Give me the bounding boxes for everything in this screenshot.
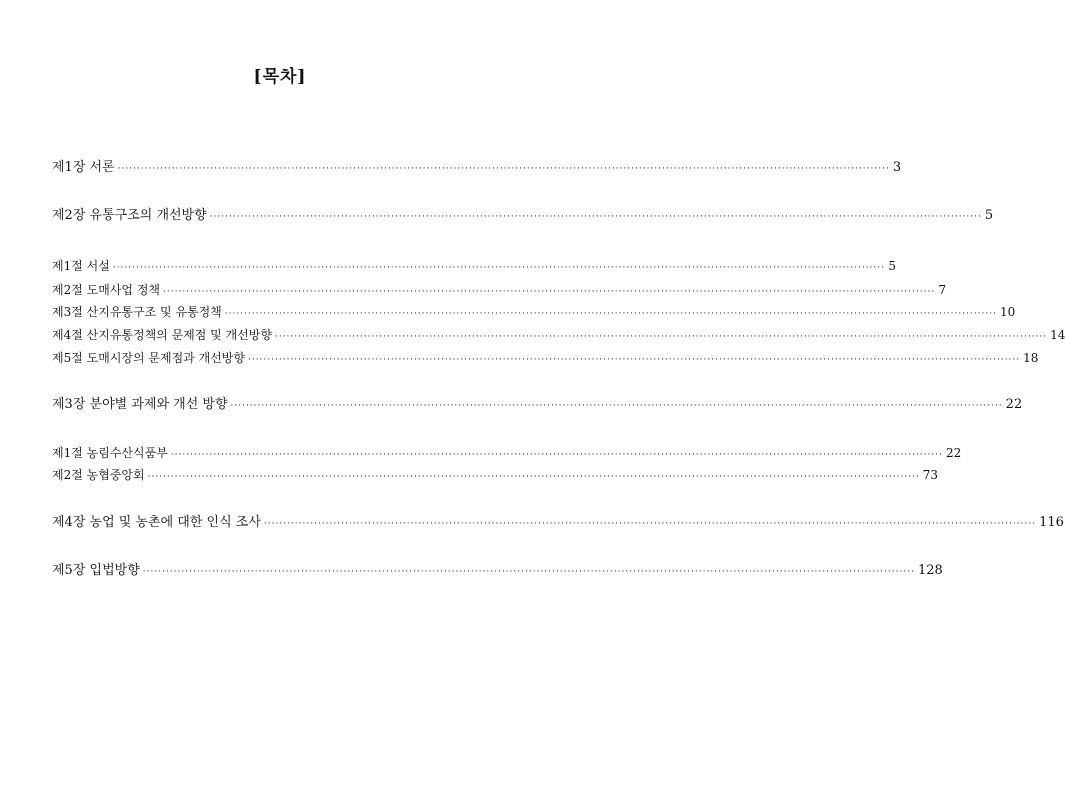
toc-entry-section-2-4 — [52, 327, 1065, 345]
toc-label: 제4장 농업 및 농촌에 대한 인식 조사 — [52, 515, 261, 530]
toc-page-number: 116 — [1039, 515, 1064, 530]
toc-entry-section-3-2 — [52, 467, 939, 485]
toc-entry-section-2-5 — [52, 350, 1039, 368]
toc-entry-section-2-1 — [52, 258, 896, 276]
page-title: [목차] — [253, 67, 307, 87]
toc-page-number: 7 — [938, 283, 947, 297]
dot-leader: ········································································································································································································ — [117, 164, 890, 174]
dot-leader: ········································································································································································································ — [230, 401, 1003, 411]
toc-label: 제2절 농협중앙회 — [52, 468, 145, 482]
toc-page-number: 5 — [888, 259, 896, 273]
dot-leader: ········································································································································································································ — [274, 332, 1048, 342]
toc-label: 제1장 서론 — [52, 160, 115, 175]
dot-leader: ········································································································································································································ — [112, 263, 885, 273]
toc-entry-chapter-4 — [52, 515, 1064, 532]
dot-leader: ········································································································································································································ — [163, 287, 936, 297]
toc-page-number: 73 — [922, 468, 939, 482]
dot-leader: ········································································································································································································ — [142, 567, 915, 577]
toc-page-number: 22 — [945, 446, 962, 460]
toc-entry-chapter-5 — [52, 563, 943, 580]
toc-label: 제2절 도매사업 정책 — [52, 283, 161, 297]
dot-leader: ········································································································································································································ — [224, 309, 997, 319]
toc-entry-chapter-2 — [52, 208, 994, 225]
toc-page-number: 22 — [1005, 397, 1023, 412]
toc-entry-chapter-3 — [52, 397, 1023, 414]
toc-page-number: 18 — [1023, 351, 1039, 365]
toc-label: 제1절 농림수산식품부 — [52, 446, 168, 460]
toc-label: 제5절 도매시장의 문제점과 개선방향 — [52, 351, 245, 365]
toc-label: 제4절 산지유통정책의 문제점 및 개선방향 — [52, 328, 272, 342]
dot-leader: ········································································································································································································ — [170, 450, 943, 460]
toc-page-number: 10 — [999, 305, 1016, 319]
toc-page-number: 128 — [917, 563, 943, 578]
dot-leader: ········································································································································································································ — [247, 355, 1021, 365]
toc-label: 제2장 유통구조의 개선방향 — [52, 208, 207, 223]
toc-label: 제5장 입법방향 — [52, 563, 140, 578]
toc-page-number: 14 — [1050, 328, 1065, 342]
toc-entry-section-2-2 — [52, 282, 947, 300]
toc-entry-chapter-1 — [52, 160, 902, 177]
toc-entry-section-3-1 — [52, 445, 962, 463]
toc-entry-section-2-3 — [52, 304, 1016, 322]
dot-leader: ········································································································································································································ — [263, 519, 1037, 529]
toc-page-number: 3 — [892, 160, 902, 175]
toc-page-number: 5 — [984, 208, 994, 223]
dot-leader: ········································································································································································································ — [147, 472, 920, 482]
toc-label: 제3절 산지유통구조 및 유통정책 — [52, 305, 222, 319]
toc-label: 제1절 서설 — [52, 259, 110, 273]
dot-leader: ········································································································································································································ — [209, 212, 982, 222]
toc-label: 제3장 분야별 과제와 개선 방향 — [52, 397, 228, 412]
